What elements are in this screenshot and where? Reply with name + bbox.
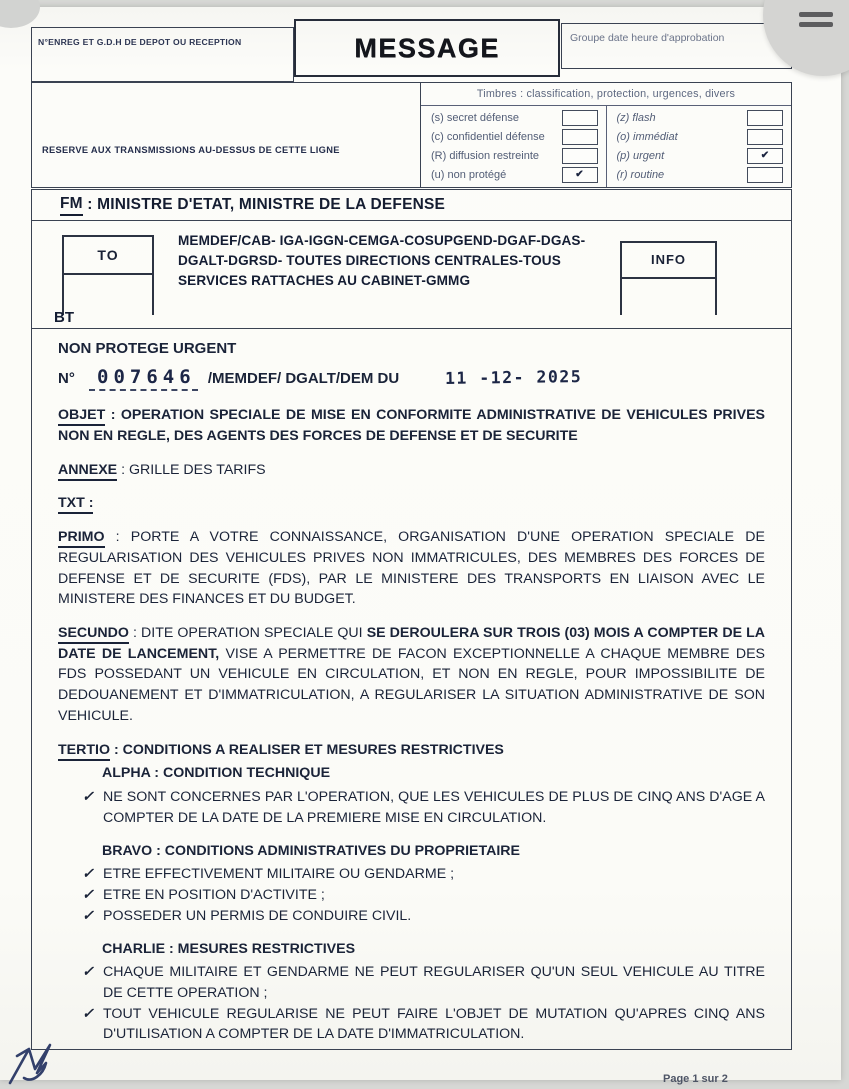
secundo-lead: : DITE OPERATION SPECIALE QUI — [128, 625, 367, 641]
list-item — [80, 962, 765, 1003]
stamp-label: (u) non protégé — [431, 168, 507, 181]
info-bracket-legs — [620, 277, 717, 315]
objet-value: : OPERATION SPECIALE DE MISE EN CONFORMITE ADMINISTRATIVE DE VEHICULES PRIVES NON EN REGLE, DES AGENTS DES FORCES DE DEFENSE ET DE SECURITE — [58, 407, 765, 444]
to-bracket-legs — [62, 273, 154, 315]
list-item-text: TOUT VEHICULE REGULARISE NE PEUT FAIRE L'OBJET DE MUTATION QU'APRES CINQ ANS D'UTILISATION A COMPTER DE LA DATE D'IMMATRICULATION. — [103, 1005, 765, 1043]
stamp-label: (p) urgent — [616, 149, 665, 162]
check-icon: ✓ — [82, 887, 94, 904]
tertio-label: TERTIO — [58, 742, 110, 761]
annexe-paragraph — [58, 460, 765, 481]
reserved-cell — [32, 83, 420, 187]
fm-value: : MINISTRE D'ETAT, MINISTRE DE LA DEFENSE — [87, 196, 446, 213]
txt-paragraph — [58, 493, 765, 514]
list-item — [80, 864, 765, 885]
list-item — [80, 1004, 765, 1045]
to-section — [32, 221, 791, 329]
urgent-checkbox: ✔ — [747, 148, 783, 164]
alpha-title: ALPHA : CONDITION TECHNIQUE — [102, 765, 331, 782]
classification-column — [421, 106, 606, 187]
check-icon: ✓ — [82, 1005, 94, 1022]
message-title-box — [294, 19, 560, 77]
tertio-heading-text: : CONDITIONS A REALISER ET MESURES RESTRICTIVES — [110, 741, 504, 758]
fm-label: FM — [60, 195, 83, 216]
page-number: Page 1 sur 2 — [663, 1073, 728, 1085]
signature-paraph — [4, 1041, 70, 1089]
to-label: TO — [62, 235, 154, 273]
list-item-text: CHAQUE MILITAIRE ET GENDARME NE PEUT REGULARISER QU'UN SEUL VEHICULE AU TITRE DE CETTE OPERATION ; — [103, 964, 765, 1002]
check-icon: ✓ — [82, 789, 94, 806]
stamp-label: (o) immédiat — [616, 131, 678, 144]
tertio-heading — [58, 740, 765, 761]
registry-box — [31, 27, 294, 82]
stamp-row-immediat — [617, 129, 784, 145]
drag-handle-icon[interactable] — [799, 12, 833, 32]
date-stamp: 11 -12- 2025 — [445, 367, 583, 389]
urgency-column — [606, 106, 792, 187]
reference-number-line — [58, 364, 765, 392]
bravo-subsection — [58, 841, 765, 927]
list-item-text: POSSEDER UN PERMIS DE CONDUIRE CIVIL. — [103, 907, 412, 924]
annexe-label: ANNEXE — [58, 462, 117, 481]
list-item — [80, 787, 765, 828]
bravo-title: BRAVO : CONDITIONS ADMINISTRATIVES DU PROPRIETAIRE — [102, 842, 521, 859]
number-prefix: N° — [58, 370, 75, 388]
check-icon: ✓ — [82, 866, 94, 883]
check-icon: ✓ — [82, 964, 94, 981]
approval-box — [561, 23, 792, 69]
fm-row — [31, 189, 792, 221]
list-item-text: NE SONT CONCERNES PAR L'OPERATION, QUE LES VEHICULES DE PLUS DE CINQ ANS D'AGE A COMPTER DE LA DATE DE LA PREMIERE MISE EN CIRCULATION. — [103, 789, 765, 826]
secundo-label: SECUNDO — [58, 625, 129, 644]
primo-paragraph — [58, 527, 765, 610]
confidentiel-checkbox — [562, 129, 598, 145]
stamp-row-confidentiel — [431, 129, 598, 145]
stamp-label: (r) routine — [616, 168, 665, 181]
list-item — [80, 885, 765, 906]
annexe-value: : GRILLE DES TARIFS — [117, 461, 266, 478]
objet-label: OBJET — [58, 407, 105, 426]
stamp-label: (R) diffusion restreinte — [431, 149, 540, 162]
diffusion-checkbox — [562, 148, 598, 164]
scanned-document-page — [0, 7, 841, 1085]
charlie-title: CHARLIE : MESURES RESTRICTIVES — [102, 940, 356, 957]
stamp-row-non-protege — [431, 167, 598, 183]
protection-line: NON PROTEGE URGENT — [58, 339, 237, 357]
page-title: MESSAGE — [354, 32, 500, 63]
immediat-checkbox — [747, 129, 783, 145]
secundo-bold-clause: SE DEROULERA SUR TROIS (03) MOIS A COMPTER DE LA DATE DE LANCEMENT, — [58, 625, 766, 662]
info-bracket — [620, 241, 717, 315]
stamp-row-routine — [617, 167, 784, 183]
routine-checkbox — [747, 167, 783, 183]
flash-checkbox — [747, 110, 783, 126]
reserved-notice: RESERVE AUX TRANSMISSIONS AU-DESSUS DE CETTE LIGNE — [42, 145, 340, 155]
list-item — [80, 906, 765, 927]
alpha-subsection — [58, 763, 765, 828]
stamp-row-diffusion — [431, 148, 598, 164]
secundo-paragraph — [58, 623, 765, 727]
number-suffix: /MEMDEF/ DGALT/DEM DU — [207, 370, 400, 388]
charlie-subsection — [58, 939, 765, 1046]
secundo-tail: VISE A PERMETTRE DE FACON EXCEPTIONNELLE A CHAQUE MEMBRE DES FDS POSSEDANT UN VEHICULE EN CIRCULATION, ET NON EN REGLE, POUR IMPOSSIBILITE DE DEDOUANEMENT ET D'IMMATRICULATION, A REGULARISER LA SITUATION ADMINISTRATIVE DE SON VEHICULE. — [58, 645, 766, 724]
to-bracket — [62, 235, 154, 315]
stamp-label: (z) flash — [616, 112, 656, 125]
list-item-text: ETRE EN POSITION D'ACTIVITE ; — [103, 887, 325, 904]
stamp-row-flash — [617, 110, 784, 126]
secret-checkbox — [562, 110, 598, 126]
addressees-text: MEMDEF/CAB- IGA-IGGN-CEMGA-COSUPGEND-DGAF-DGAS-DGALT-DGRSD- TOUTES DIRECTIONS CENTRALES-TOUS SERVICES RATTACHES AU CABINET-GMMG — [178, 232, 586, 288]
message-frame — [31, 221, 792, 1050]
bt-label: BT — [54, 308, 74, 326]
primo-label: PRIMO — [58, 529, 105, 548]
stamp-label: (c) confidentiel défense — [431, 131, 545, 144]
list-item-text: ETRE EFFECTIVEMENT MILITAIRE OU GENDARME ; — [103, 866, 455, 883]
check-icon: ✓ — [82, 907, 94, 924]
registry-label: N°ENREG ET G.D.H DE DEPOT OU RECEPTION — [38, 37, 242, 47]
primo-text: : PORTE A VOTRE CONNAISSANCE, ORGANISATION D'UNE OPERATION SPECIALE DE REGULARISATION DES VEHICULES PRIVES NON IMMATRICULES, DES MEMBRES DES FORCES DE DEFENSE ET DE SECURITE (FDS), PAR LE MINISTERE DES TRANSPORTS EN LIAISON AVEC LE MINISTERE DES FINANCES ET DU BUDGET. — [58, 529, 765, 608]
non-protege-checkbox: ✔ — [562, 167, 598, 183]
stamp-label: (s) secret défense — [431, 112, 520, 125]
stamp-row-secret — [431, 110, 598, 126]
approval-label: Groupe date heure d'approbation — [570, 32, 725, 44]
info-label: INFO — [620, 241, 717, 277]
stamps-table — [31, 82, 792, 188]
message-body — [32, 329, 791, 1046]
txt-label: TXT : — [58, 495, 93, 514]
objet-paragraph — [58, 405, 765, 446]
timbres-header: Timbres : classification, protection, urgences, divers — [421, 83, 791, 106]
timbres-cell — [420, 83, 791, 187]
stamp-row-urgent — [617, 148, 784, 164]
registration-number-stamp: 007646 — [89, 366, 198, 391]
